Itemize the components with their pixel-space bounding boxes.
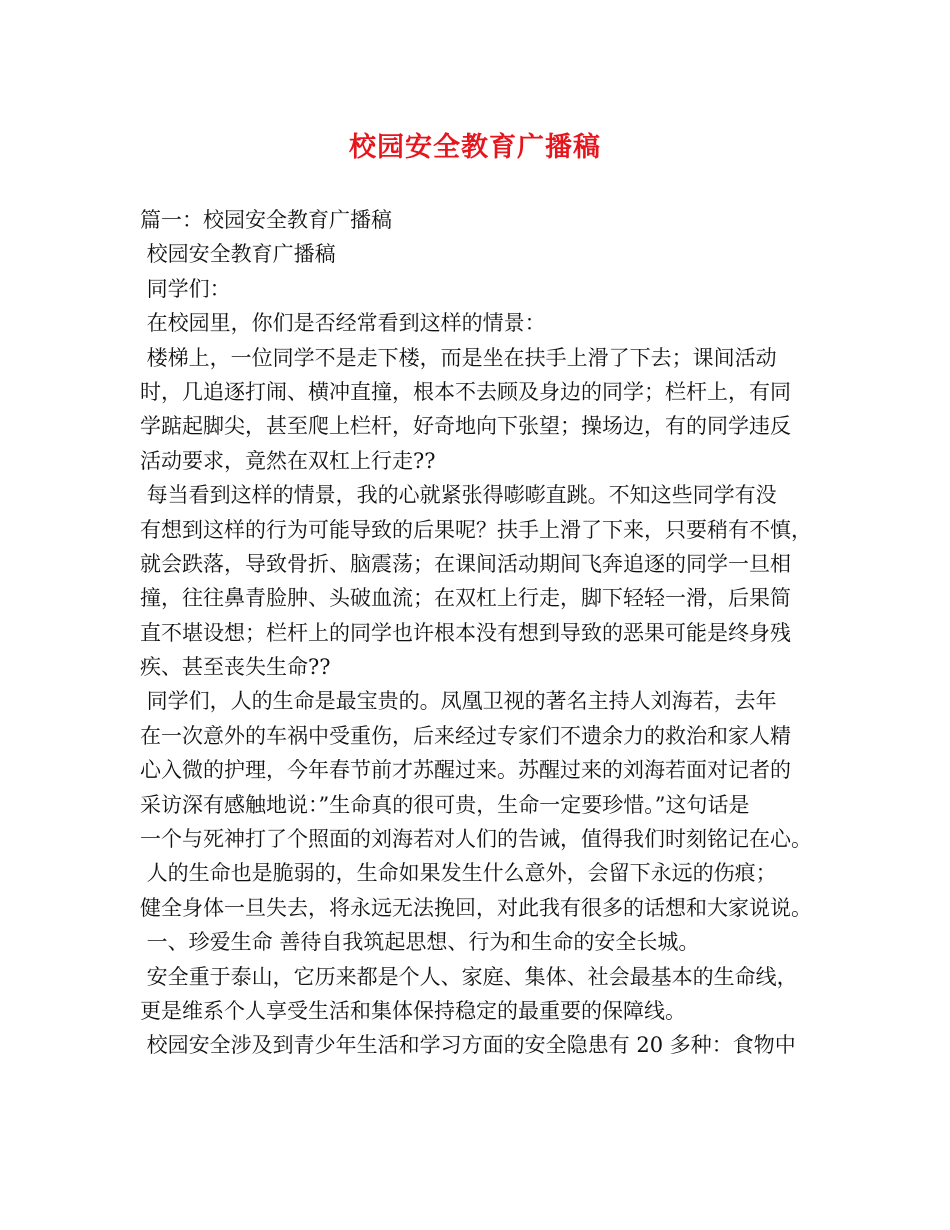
text-line: 直不堪设想；栏杆上的同学也许根本没有想到导致的恶果可能是终身残: [140, 620, 791, 645]
text-line: 更是维系个人享受生活和集体保持稳定的最重要的保障线。: [140, 998, 686, 1023]
text-line: 同学们：: [140, 276, 231, 301]
text-line: 心入微的护理，今年春节前才苏醒过来。苏醒过来的刘海若面对记者的: [140, 758, 791, 783]
text-line: 撞，往往鼻青脸肿、头破血流；在双杠上行走，脚下轻轻一滑，后果简: [140, 586, 791, 611]
text-line: 活动要求，竟然在双杠上行走??: [140, 448, 436, 473]
text-line: 在一次意外的车祸中受重伤，后来经过专家们不遗余力的救治和家人精: [140, 723, 791, 748]
text-line: 就会跌落，导致骨折、脑震荡；在课间活动期间飞奔追逐的同学一旦相: [140, 551, 791, 576]
text-line: 一个与死神打了个照面的刘海若对人们的告诫，值得我们时刻铭记在心。: [140, 827, 812, 852]
text-line: 采访深有感触地说：”生命真的很可贵，生命一定要珍惜。”这句话是: [140, 792, 750, 817]
text-line: 每当看到这样的情景，我的心就紧张得嘭嘭直跳。不知这些同学有没: [140, 483, 777, 508]
text-line: 楼梯上，一位同学不是走下楼，而是坐在扶手上滑了下去；课间活动: [140, 345, 777, 370]
text-line: 安全重于泰山，它历来都是个人、家庭、集体、社会最基本的生命线，: [140, 964, 798, 989]
text-line: 疾、甚至丧失生命??: [140, 655, 331, 680]
text-line: 人的生命也是脆弱的，生命如果发生什么意外，会留下永远的伤痕；: [140, 861, 777, 886]
text-line: 时，几追逐打闹、横冲直撞，根本不去顾及身边的同学；栏杆上，有同: [140, 379, 791, 404]
document-body: [140, 203, 830, 1063]
text-line: 在校园里，你们是否经常看到这样的情景：: [140, 311, 546, 336]
text-line: 校园安全教育广播稿: [140, 242, 336, 267]
text-line: 有想到这样的行为可能导致的后果呢？扶手上滑了下来，只要稍有不慎，: [140, 517, 812, 542]
text-line: 篇一：校园安全教育广播稿: [140, 208, 392, 232]
text-line: 校园安全涉及到青少年生活和学习方面的安全隐患有 20 多种：食物中: [140, 1033, 796, 1058]
document-title: 校园安全教育广播稿: [349, 132, 601, 163]
text-line: 同学们，人的生命是最宝贵的。凤凰卫视的著名主持人刘海若，去年: [140, 689, 777, 714]
text-line: 健全身体一旦失去，将永远无法挽回，对此我有很多的话想和大家说说。: [140, 895, 812, 920]
text-line: 学踮起脚尖，甚至爬上栏杆，好奇地向下张望；操场边，有的同学违反: [140, 414, 791, 439]
text-line: 一、珍爱生命 善待自我筑起思想、行为和生命的安全长城。: [140, 930, 700, 955]
